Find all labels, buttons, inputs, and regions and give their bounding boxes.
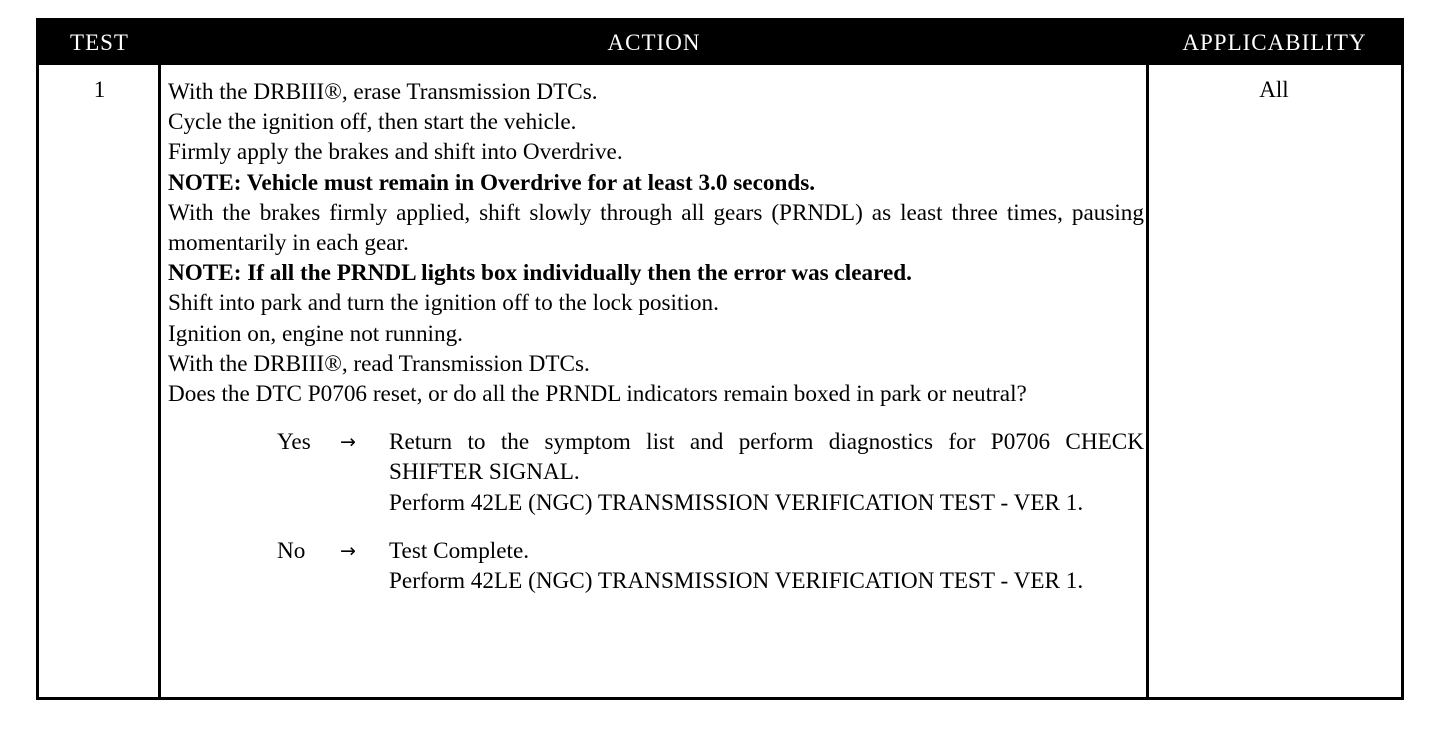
applicability-cell: All — [1259, 77, 1289, 102]
action-line: With the brakes firmly applied, shift slowly through all gears (PRNDL) as least three times, pausing momentarily in each gear. — [168, 199, 1144, 257]
branch-no-label: No — [277, 537, 306, 564]
action-line: Shift into park and turn the ignition off to the lock position. — [168, 290, 719, 317]
header-applicability: APPLICABILITY — [1182, 30, 1367, 55]
note-line: NOTE: If all the PRNDL lights box individually then the error was cleared. — [168, 260, 912, 287]
action-line: Cycle the ignition off, then start the vehicle. — [168, 109, 577, 136]
question-line: Does the DTC P0706 reset, or do all the PRNDL indicators remain boxed in park or neutral? — [168, 381, 1027, 408]
diagnostic-test-table — [36, 18, 1404, 700]
action-line: Ignition on, engine not running. — [168, 320, 463, 347]
branch-yes — [168, 427, 1144, 518]
header-test: TEST — [70, 30, 129, 55]
branch-yes-label: Yes — [277, 429, 311, 456]
branch-yes-verification: Perform 42LE (NGC) TRANSMISSION VERIFICATION TEST - VER 1. — [389, 489, 1084, 516]
column-divider-applicability — [1146, 65, 1149, 697]
header-action: ACTION — [607, 30, 701, 55]
branch-no — [168, 536, 1144, 596]
table-header — [39, 21, 1401, 65]
right-arrow-icon: → — [340, 431, 356, 454]
action-line: With the DRBIII®, erase Transmission DTCs. — [168, 79, 598, 105]
action-line: With the DRBIII®, read Transmission DTCs. — [168, 350, 590, 377]
branch-yes-text — [389, 427, 1144, 518]
column-divider-test — [158, 65, 161, 697]
test-number-cell: 1 — [93, 77, 106, 102]
note-line: NOTE: Vehicle must remain in Overdrive for at least 3.0 seconds. — [168, 169, 816, 196]
right-arrow-icon: → — [340, 539, 356, 562]
branch-yes-instruction: Return to the symptom list and perform diagnostics for P0706 CHECK SHIFTER SIGNAL. — [389, 429, 1144, 486]
branch-no-instruction: Test Complete. — [389, 537, 530, 564]
action-line: Firmly apply the brakes and shift into Overdrive. — [168, 139, 623, 166]
branch-no-verification: Perform 42LE (NGC) TRANSMISSION VERIFICATION TEST - VER 1. — [389, 568, 1084, 595]
branch-no-text — [389, 536, 1144, 596]
action-cell — [168, 77, 1144, 596]
